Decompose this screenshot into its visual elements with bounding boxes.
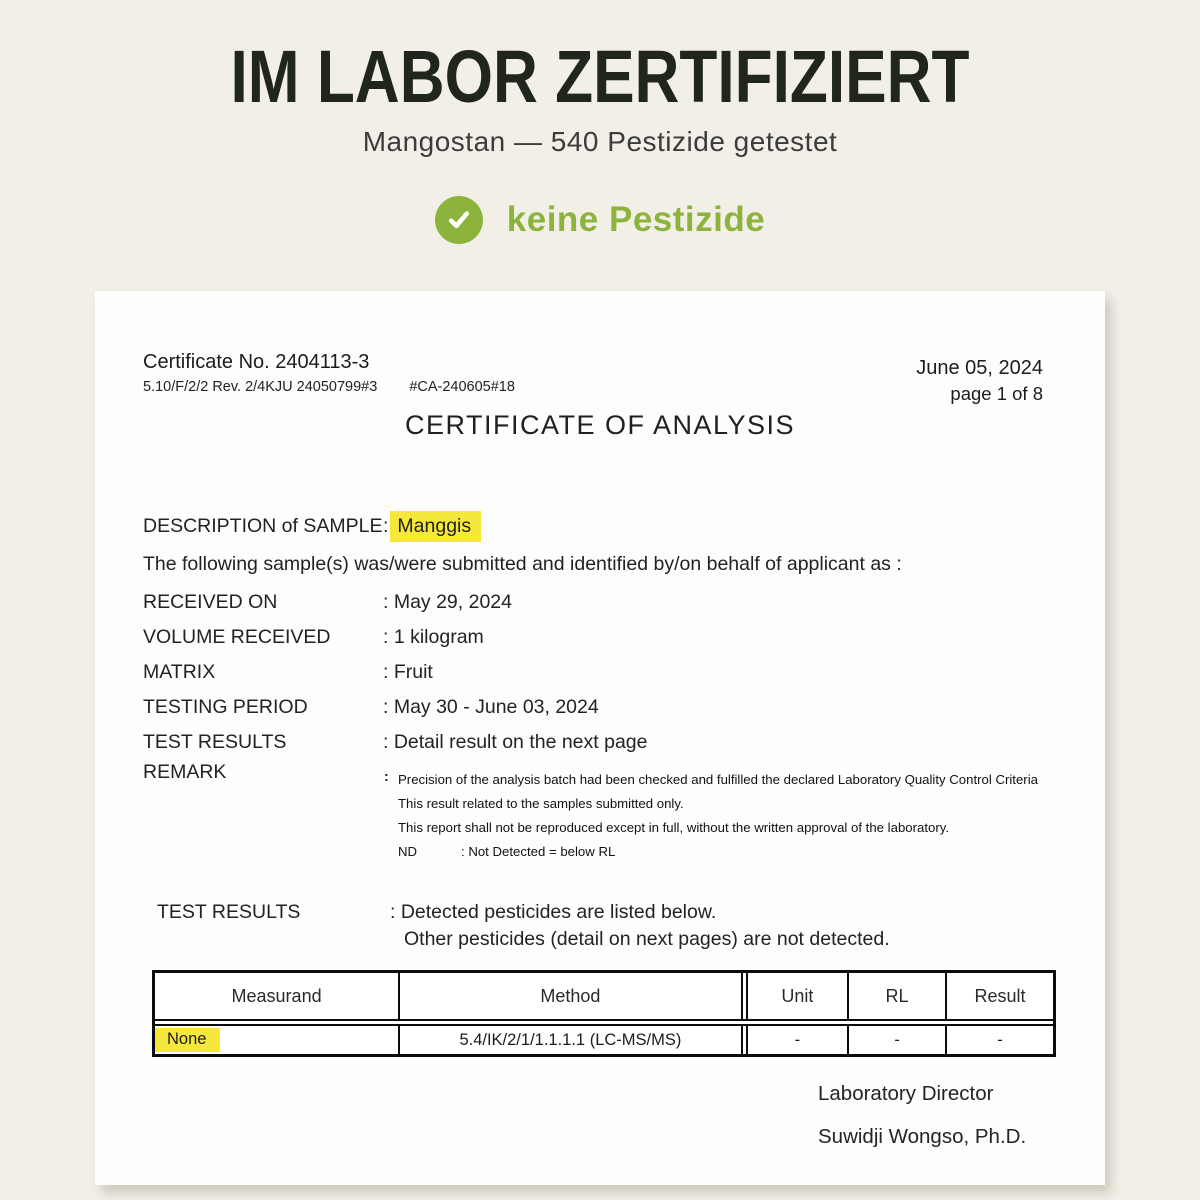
header-measurand: Measurand (155, 973, 400, 1019)
info-label: TESTING PERIOD (143, 696, 308, 718)
info-value: : Detail result on the next page (383, 731, 648, 753)
info-value: : May 29, 2024 (383, 591, 512, 613)
test-results-label: TEST RESULTS (157, 901, 301, 923)
revision-code: 5.10/F/2/2 Rev. 2/4KJU 24050799#3 (143, 379, 378, 395)
nd-definition-line (398, 840, 1038, 864)
intro-line: The following sample(s) was/were submitted and identified by/on behalf of applicant as : (143, 553, 902, 575)
signature-block (818, 1084, 1026, 1147)
remark-line: Precision of the analysis batch had been checked and fulfilled the declared Laboratory Quality Control Criteria (398, 772, 1038, 787)
measurand-highlighted: None (155, 1028, 220, 1052)
remark-lines (398, 768, 1038, 864)
test-results-line1: : Detected pesticides are listed below. (390, 901, 717, 923)
info-label: TEST RESULTS (143, 731, 287, 753)
info-label: RECEIVED ON (143, 591, 278, 613)
remark-label: REMARK (143, 761, 227, 783)
info-row-volume-received (143, 626, 484, 649)
page-indicator: page 1 of 8 (950, 383, 1043, 404)
sample-name-highlighted: Manggis (390, 511, 481, 542)
certificate-card (95, 291, 1105, 1185)
signer-name: Suwidji Wongso, Ph.D. (818, 1124, 1027, 1148)
remark-line: This report shall not be reproduced except in full, without the written approval of the laboratory. (398, 820, 950, 835)
remark-colon: : (384, 768, 389, 784)
results-table (152, 970, 1056, 1057)
info-value: : May 30 - June 03, 2024 (383, 696, 599, 718)
badge-label: keine Pestizide (506, 200, 766, 239)
cell-result: - (997, 1030, 1003, 1049)
nd-abbr: ND (398, 844, 418, 859)
date-block (916, 355, 1043, 407)
test-results-line2: Other pesticides (detail on next pages) are not detected. (404, 928, 890, 950)
info-row-test-results (143, 731, 648, 754)
info-row-matrix (143, 661, 433, 684)
table-header-row (155, 973, 1053, 1026)
description-label: DESCRIPTION of SAMPLE (143, 515, 383, 537)
no-pesticides-badge (0, 196, 1200, 244)
page-title: IM LABOR ZERTIFIZIERT (230, 35, 970, 118)
ca-ref-code: #CA-240605#18 (409, 379, 515, 395)
header-method: Method (400, 973, 748, 1019)
nd-definition: : Not Detected = below RL (461, 844, 616, 859)
sample-description-row (143, 515, 481, 538)
header-rl: RL (849, 973, 947, 1019)
description-colon: : (383, 515, 389, 537)
remark-line: This result related to the samples submitted only. (398, 796, 684, 811)
issue-date: June 05, 2024 (916, 357, 1043, 379)
info-label: VOLUME RECEIVED (143, 626, 331, 648)
info-row-testing-period (143, 696, 599, 719)
document-title: CERTIFICATE OF ANALYSIS (404, 410, 796, 440)
info-row-received-on (143, 591, 512, 614)
header-unit: Unit (748, 973, 849, 1019)
info-value: : 1 kilogram (383, 626, 484, 648)
cell-method: 5.4/IK/2/1/1.1.1.1 (LC-MS/MS) (400, 1026, 748, 1054)
certificate-number: Certificate No. 2404113-3 (143, 351, 370, 373)
cell-measurand (155, 1026, 400, 1054)
cell-rl: - (849, 1026, 947, 1054)
check-circle-icon (435, 196, 483, 244)
certificate-revision-line (143, 379, 515, 395)
header-result: Result (974, 985, 1026, 1006)
info-value: : Fruit (383, 661, 433, 683)
info-label: MATRIX (143, 661, 216, 683)
signer-role: Laboratory Director (818, 1082, 994, 1105)
table-row (155, 1026, 1053, 1054)
page-subtitle: Mangostan — 540 Pestizide getestet (362, 126, 838, 157)
cell-unit: - (748, 1026, 849, 1054)
